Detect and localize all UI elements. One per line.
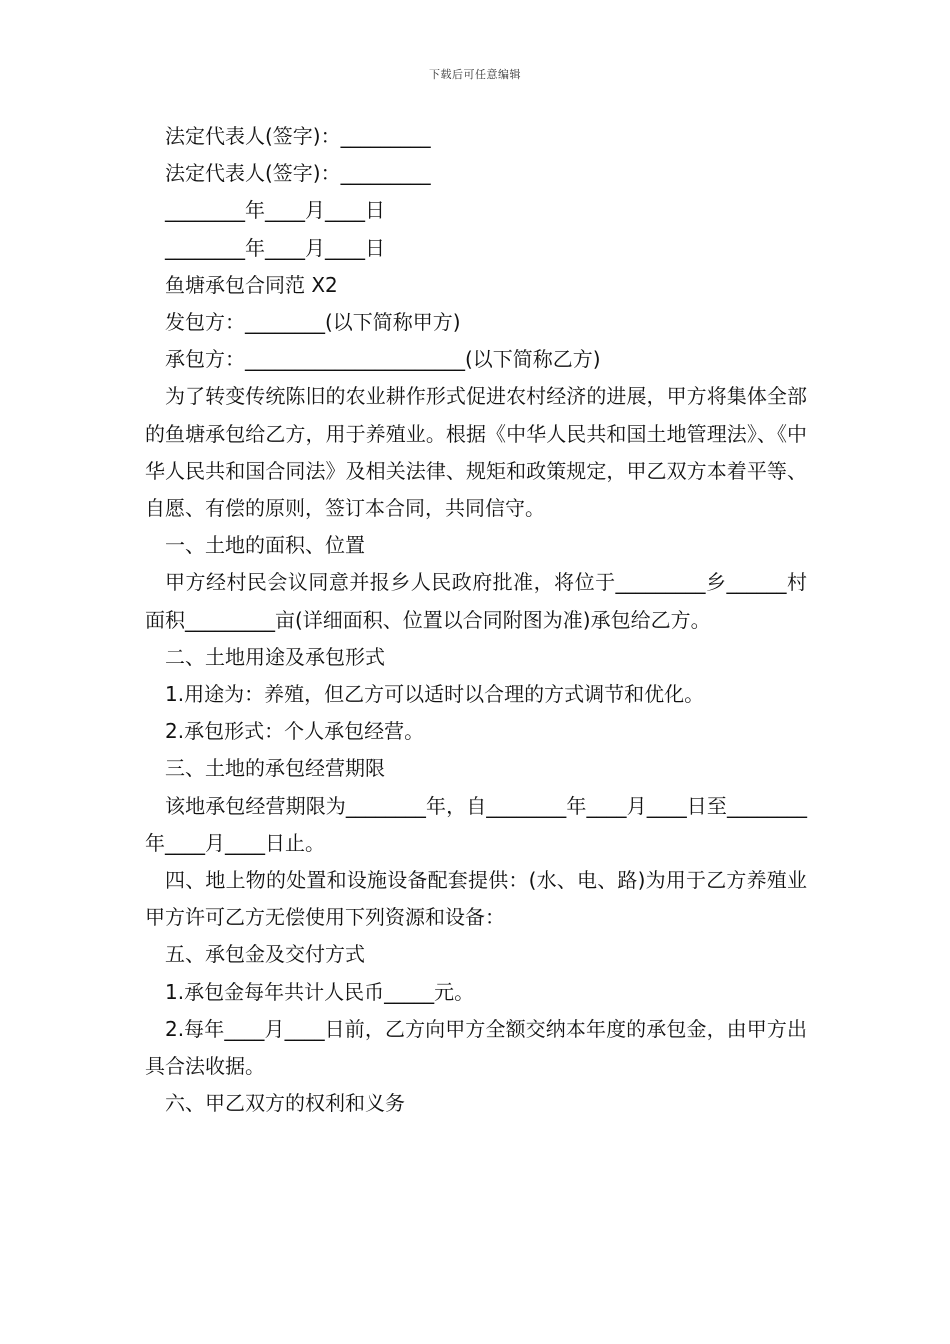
- section-item: 2.每年____月____日前，乙方向甲方全额交纳本年度的承包金，由甲方出具合法收据。: [145, 1016, 807, 1079]
- section-title: 三、土地的承包经营期限: [165, 756, 385, 781]
- signature-line: 法定代表人(签字)：_________: [165, 161, 431, 186]
- signature-line: 法定代表人(签字)：_________: [165, 124, 431, 148]
- date-line: ________年____月____日: [165, 198, 385, 223]
- page-header-note: 下载后可任意编辑: [429, 68, 521, 81]
- contract-document: [145, 118, 807, 1122]
- section-item: 1.承包金每年共计人民币_____元。: [165, 979, 475, 1004]
- section-title: 六、甲乙双方的权利和义务: [165, 1091, 405, 1116]
- section-item: 1.用途为：养殖，但乙方可以适时以合理的方式调节和优化。: [165, 682, 705, 707]
- section-paragraph: 四、地上物的处置和设施设备配套提供：(水、电、路)为用于乙方养殖业甲方许可乙方无偿使用下列资源和设备：: [145, 868, 807, 930]
- section-title: 二、土地用途及承包形式: [165, 644, 385, 669]
- contract-title: 鱼塘承包合同范 X2: [165, 272, 338, 297]
- section-paragraph: 甲方经村民会议同意并报乡人民政府批准，将位于_________乡______村面积_________亩(详细面积、位置以合同附图为准)承包给乙方。: [145, 570, 807, 632]
- section-title: 五、承包金及交付方式: [165, 942, 365, 967]
- date-line: ________年____月____日: [165, 235, 385, 260]
- party-b-line: 承包方：______________________(以下简称乙方): [165, 347, 601, 372]
- section-item: 2.承包形式：个人承包经营。: [165, 719, 425, 744]
- section-title: 一、土地的面积、位置: [165, 533, 365, 558]
- preamble-paragraph: 为了转变传统陈旧的农业耕作形式促进农村经济的进展，甲方将集体全部的鱼塘承包给乙方，用于养殖业。根据《中华人民共和国土地管理法》、《中华人民共和国合同法》及相关法律、规矩和政策规定，甲乙双方本着平等、自愿、有偿的原则，签订本合同，共同信守。: [145, 384, 807, 521]
- party-a-line: 发包方：________(以下简称甲方): [165, 310, 461, 335]
- section-paragraph: 该地承包经营期限为________年，自________年____月____日至________年____月____日止。: [145, 793, 807, 855]
